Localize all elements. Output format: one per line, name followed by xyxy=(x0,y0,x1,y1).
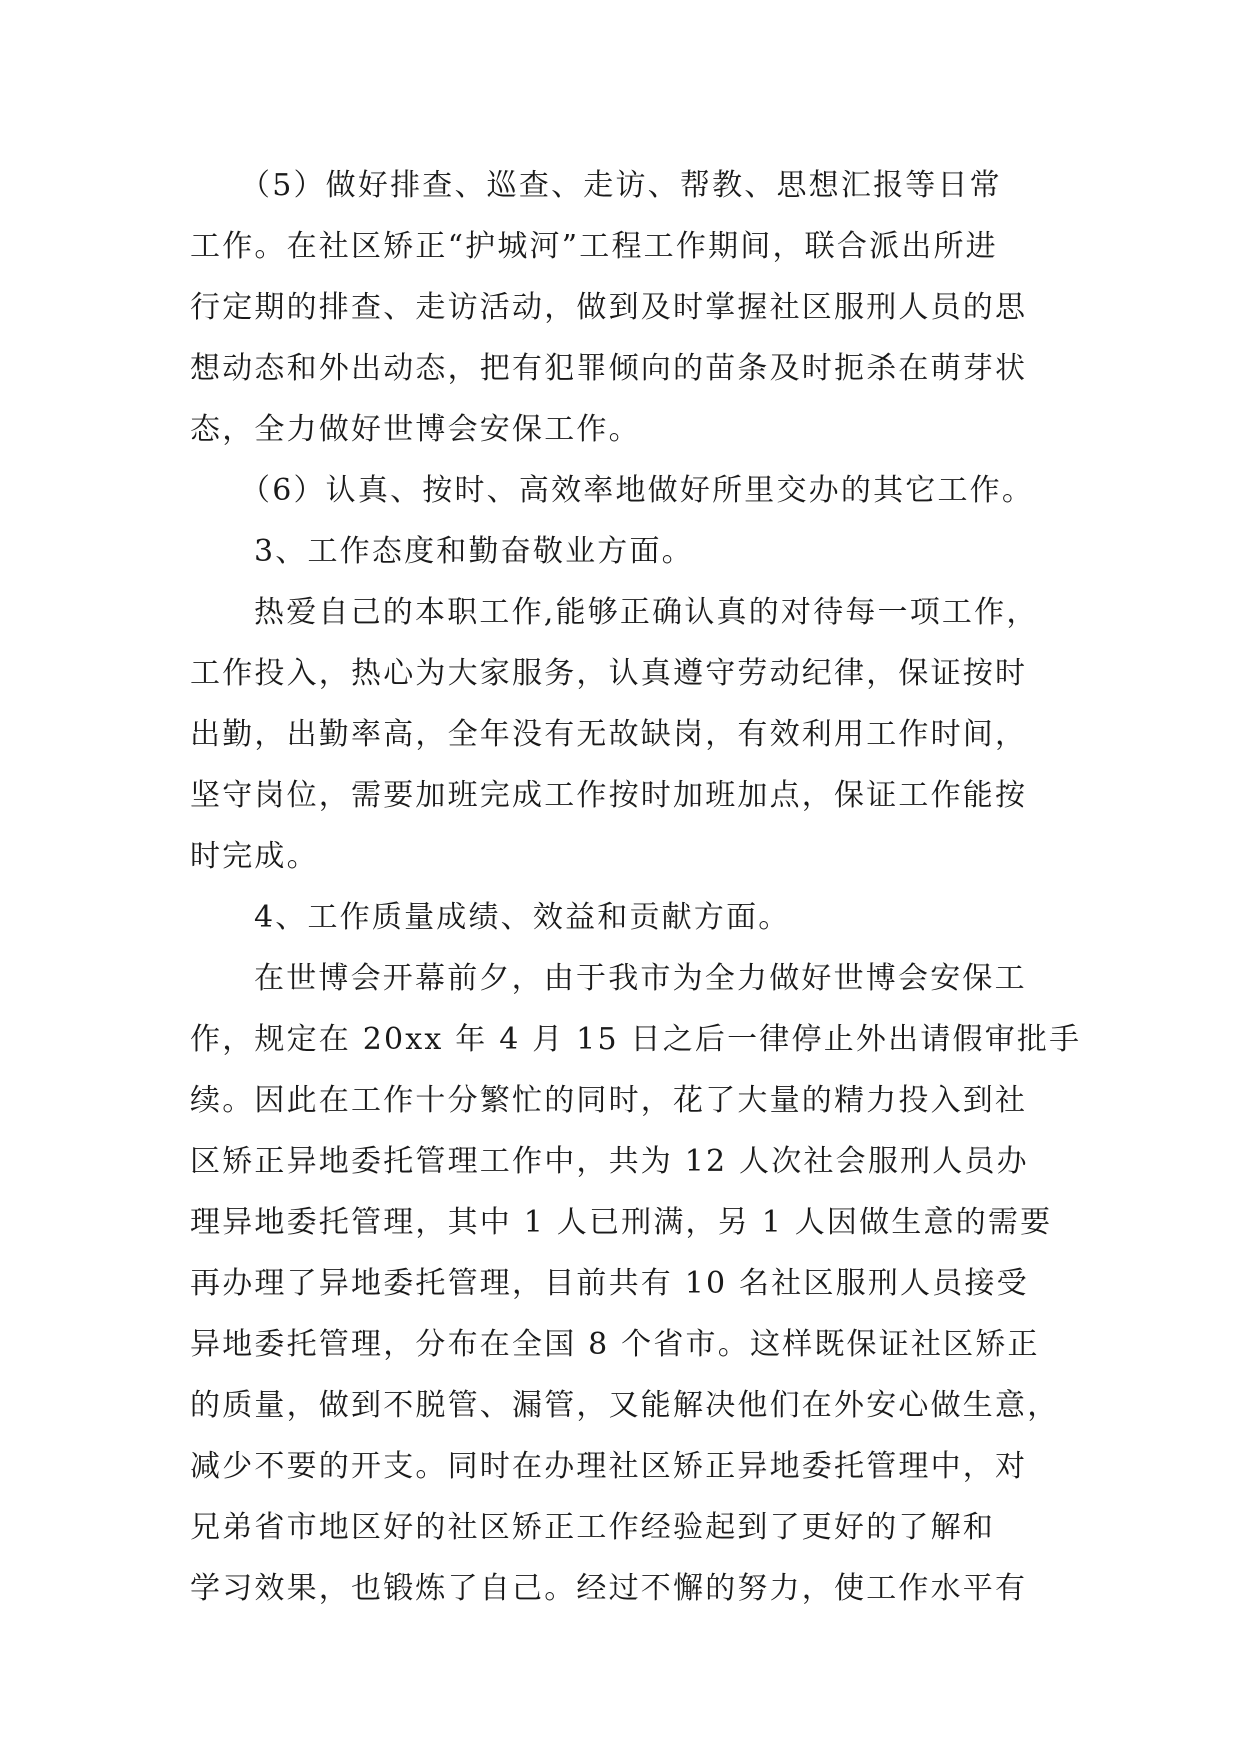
text-line: 的质量，做到不脱管、漏管，又能解决他们在外安心做生意， xyxy=(190,1388,1060,1423)
text-line: 行定期的排查、走访活动，做到及时掌握社区服刑人员的思 xyxy=(190,290,1028,325)
text-line: 再办理了异地委托管理，目前共有 10 名社区服刑人员接受 xyxy=(190,1266,1029,1301)
text-line: 减少不要的开支。同时在办理社区矫正异地委托管理中，对 xyxy=(190,1449,1028,1484)
text-line: 热爱自己的本职工作,能够正确认真的对待每一项工作， xyxy=(254,595,1039,630)
text-line: （5）做好排查、巡查、走访、帮教、思想汇报等日常 xyxy=(240,168,1002,203)
document-body xyxy=(190,155,1082,1619)
text-line: 理异地委托管理，其中 1 人已刑满，另 1 人因做生意的需要 xyxy=(190,1205,1053,1240)
text-line: 想动态和外出动态，把有犯罪倾向的苗条及时扼杀在萌芽状 xyxy=(190,351,1028,386)
paragraph-daily-work xyxy=(190,155,1070,460)
text-line: 在世博会开幕前夕，由于我市为全力做好世博会安保工 xyxy=(254,961,1027,996)
paragraph-quality xyxy=(190,948,1082,1619)
section-heading-quality xyxy=(190,887,1070,948)
text-line: 异地委托管理，分布在全国 8 个省市。这样既保证社区矫正 xyxy=(190,1327,1040,1362)
section-heading: 4、工作质量成绩、效益和贡献方面。 xyxy=(254,900,791,935)
text-line: 兄弟省市地区好的社区矫正工作经验起到了更好的了解和 xyxy=(190,1510,995,1545)
text-line: 续。因此在工作十分繁忙的同时，花了大量的精力投入到社 xyxy=(190,1083,1028,1118)
text-line: 工作。在社区矫正“护城河”工程工作期间，联合派出所进 xyxy=(190,229,998,264)
section-heading-attitude xyxy=(190,521,1070,582)
text-line: 坚守岗位，需要加班完成工作按时加班加点，保证工作能按 xyxy=(190,778,1028,813)
text-line: （6）认真、按时、高效率地做好所里交办的其它工作。 xyxy=(240,473,1035,508)
text-line: 出勤，出勤率高，全年没有无故缺岗，有效利用工作时间， xyxy=(190,717,1028,752)
text-line: 工作投入，热心为大家服务，认真遵守劳动纪律，保证按时 xyxy=(190,656,1028,691)
text-line: 时完成。 xyxy=(190,839,319,874)
section-heading: 3、工作态度和勤奋敬业方面。 xyxy=(254,534,694,569)
paragraph-attitude xyxy=(190,582,1070,887)
paragraph-other-tasks xyxy=(190,460,1070,521)
text-line: 作，规定在 20xx 年 4 月 15 日之后一律停止外出请假审批手 xyxy=(190,1022,1082,1057)
text-line: 学习效果，也锻炼了自己。经过不懈的努力，使工作水平有 xyxy=(190,1571,1028,1606)
text-line: 态，全力做好世博会安保工作。 xyxy=(190,412,641,447)
text-line: 区矫正异地委托管理工作中，共为 12 人次社会服刑人员办 xyxy=(190,1144,1029,1179)
